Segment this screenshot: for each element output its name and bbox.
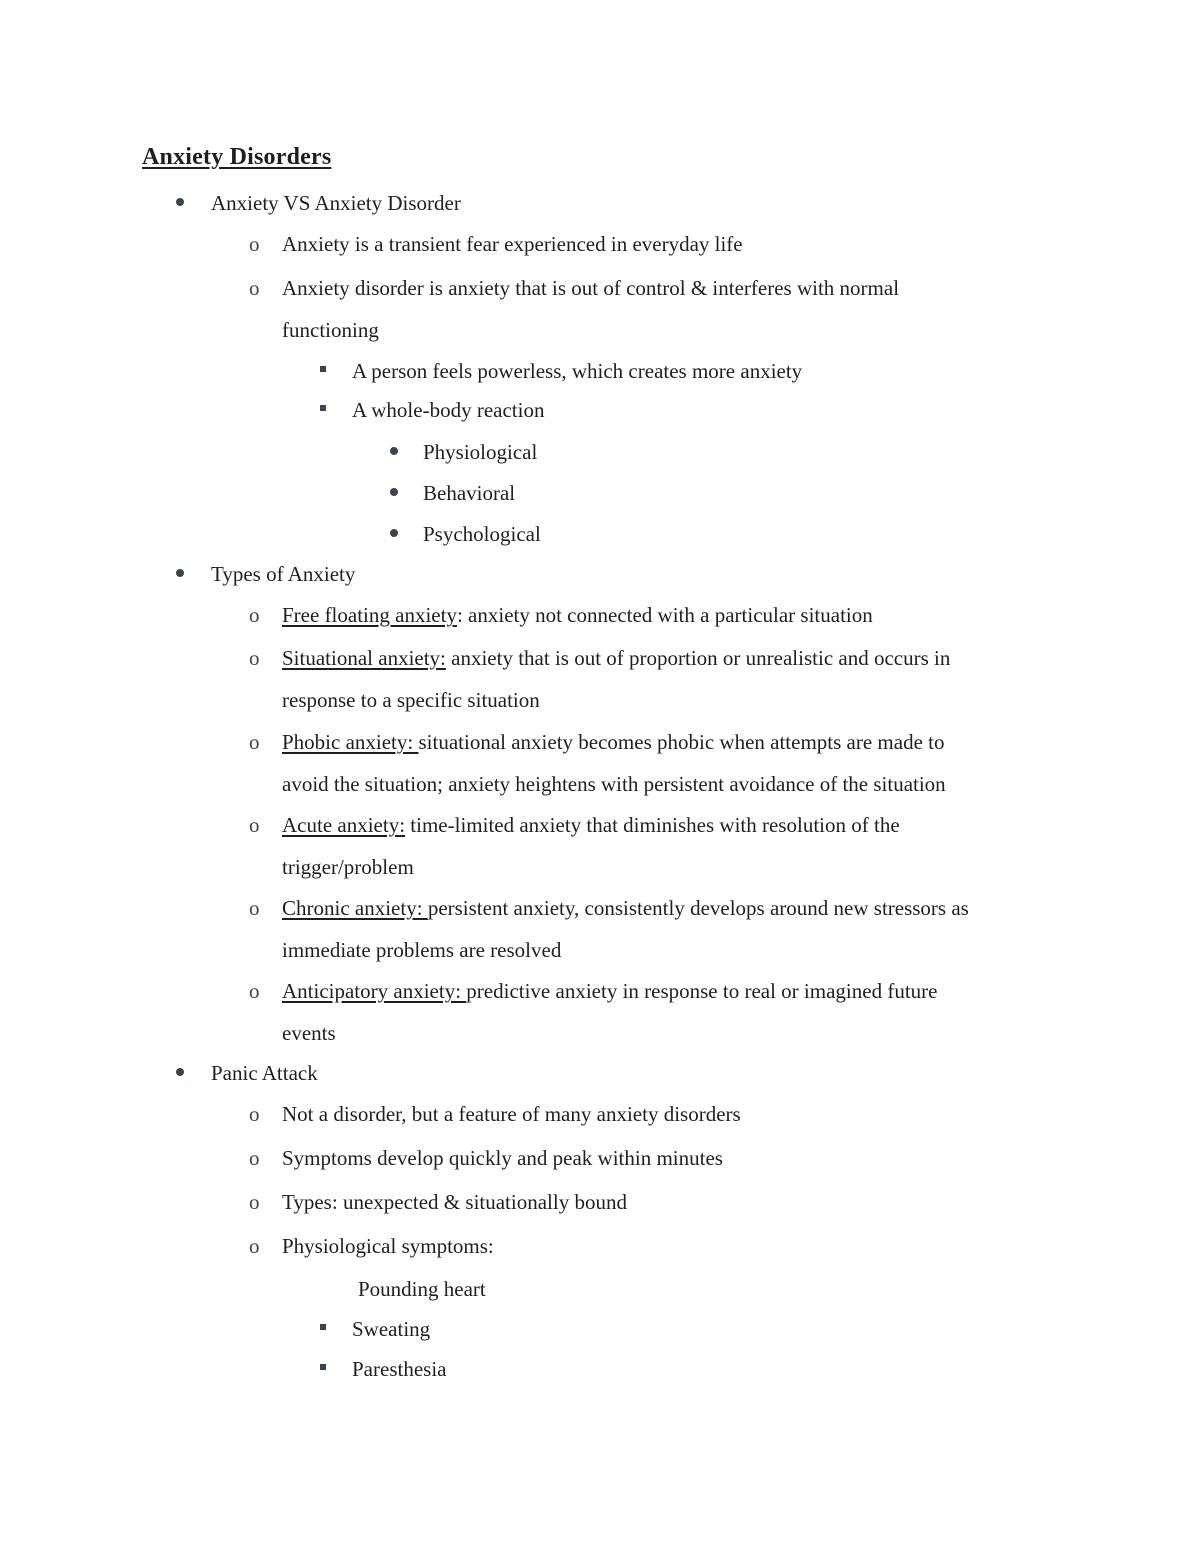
bullet-dot-icon	[176, 198, 184, 206]
list-item-continuation: events	[282, 1021, 336, 1045]
list-item: Physiological symptoms:	[282, 1234, 494, 1258]
bullet-ring-icon: o	[249, 646, 260, 670]
list-item-continuation: trigger/problem	[282, 855, 414, 879]
list-item: Not a disorder, but a feature of many anxiety disorders	[282, 1102, 741, 1126]
term-label: Free floating anxiety	[282, 603, 457, 627]
term-definition: time-limited anxiety that diminishes with resolution of the	[405, 813, 900, 837]
term-definition: predictive anxiety in response to real or imagined future	[466, 979, 938, 1003]
bullet-ring-icon: o	[249, 730, 260, 754]
term-label: Acute anxiety:	[282, 813, 406, 837]
list-item: A person feels powerless, which creates more anxiety	[352, 359, 803, 383]
bullet-square-icon	[320, 1324, 326, 1330]
bullet-ring-icon: o	[249, 276, 260, 300]
bullet-ring-icon: o	[249, 603, 260, 627]
section-heading: Panic Attack	[211, 1061, 318, 1085]
term-definition: anxiety that is out of proportion or unrealistic and occurs in	[445, 646, 951, 670]
section-heading: Types of Anxiety	[211, 562, 356, 586]
list-item: Anxiety disorder is anxiety that is out of control & interferes with normal	[282, 276, 900, 300]
list-item: Sweating	[352, 1317, 431, 1341]
term-definition: persistent anxiety, consistently develops around new stressors as	[427, 896, 969, 920]
list-item	[282, 810, 900, 840]
bullet-square-icon	[320, 1364, 326, 1370]
bullet-ring-icon: o	[249, 1102, 260, 1126]
list-item	[282, 976, 937, 1006]
bullet-ring-icon: o	[249, 896, 260, 920]
list-item: Symptoms develop quickly and peak within minutes	[282, 1146, 723, 1170]
bullet-dot-icon	[390, 447, 398, 455]
term-definition: : anxiety not connected with a particular situation	[456, 603, 873, 627]
bullet-ring-icon: o	[249, 979, 260, 1003]
list-item: Types: unexpected & situationally bound	[282, 1190, 627, 1214]
bullet-dot-icon	[176, 569, 184, 577]
list-item	[282, 893, 969, 923]
list-item	[282, 600, 873, 630]
bullet-ring-icon: o	[249, 1234, 260, 1258]
bullet-dot-icon	[176, 1068, 184, 1076]
bullet-dot-icon	[390, 488, 398, 496]
bullet-square-icon	[320, 366, 326, 372]
term-label: Chronic anxiety:	[282, 896, 428, 920]
bullet-ring-icon: o	[249, 1190, 260, 1214]
list-item: Anxiety is a transient fear experienced in everyday life	[282, 232, 743, 256]
list-item: Pounding heart	[358, 1277, 486, 1301]
list-item-continuation: response to a specific situation	[282, 688, 540, 712]
section-heading: Anxiety VS Anxiety Disorder	[211, 191, 461, 215]
bullet-ring-icon: o	[249, 1146, 260, 1170]
list-item-continuation: functioning	[282, 318, 379, 342]
term-label: Anticipatory anxiety:	[282, 979, 467, 1003]
bullet-dot-icon	[390, 529, 398, 537]
term-label: Phobic anxiety:	[282, 730, 419, 754]
page-title: Anxiety Disorders	[142, 144, 332, 170]
list-item-continuation: avoid the situation; anxiety heightens with persistent avoidance of the situation	[282, 772, 946, 796]
list-item: A whole-body reaction	[352, 398, 545, 422]
term-definition: situational anxiety becomes phobic when attempts are made to	[418, 730, 945, 754]
list-item: Behavioral	[423, 481, 516, 505]
bullet-ring-icon: o	[249, 232, 260, 256]
list-item-continuation: immediate problems are resolved	[282, 938, 562, 962]
bullet-square-icon	[320, 405, 326, 411]
bullet-ring-icon: o	[249, 813, 260, 837]
list-item: Physiological	[423, 440, 538, 464]
list-item: Paresthesia	[352, 1357, 447, 1381]
term-label: Situational anxiety:	[282, 646, 446, 670]
list-item	[282, 643, 950, 673]
list-item: Psychological	[423, 522, 541, 546]
list-item	[282, 727, 945, 757]
